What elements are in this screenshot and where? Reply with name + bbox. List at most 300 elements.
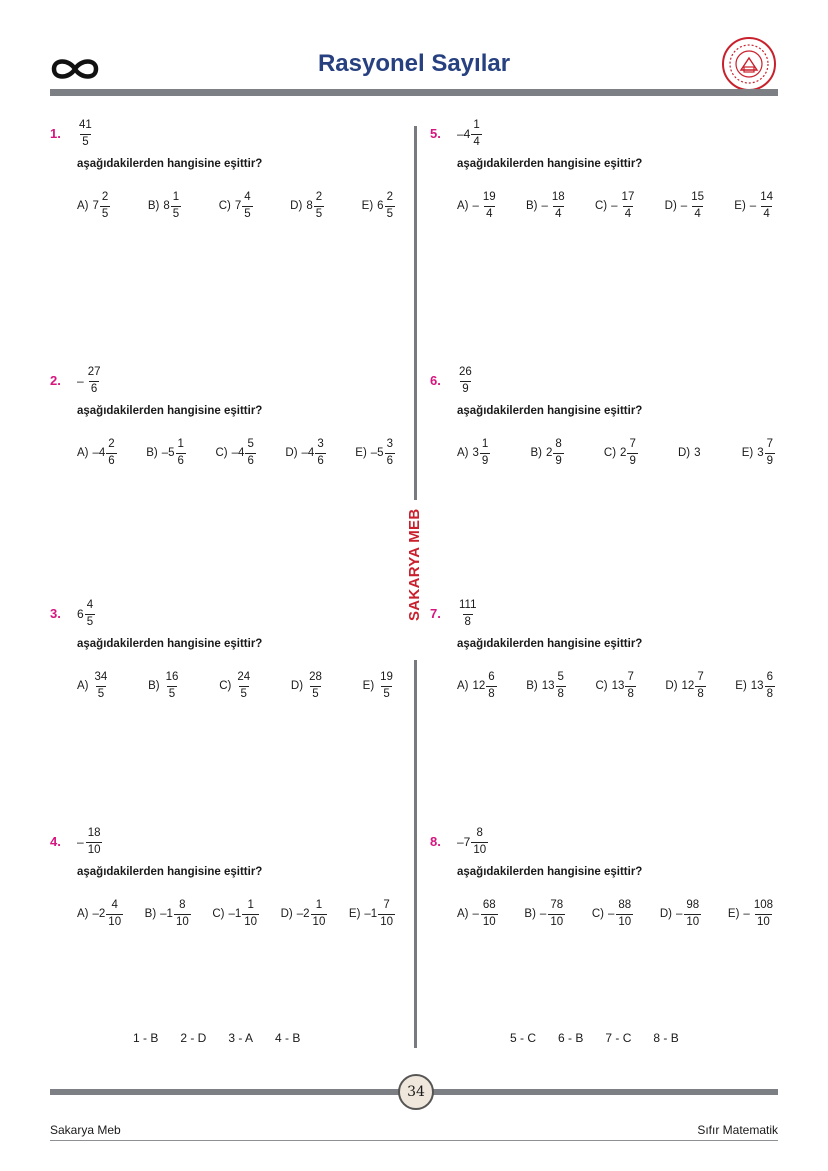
fraction <box>235 672 252 700</box>
numerator: 18 <box>87 827 101 839</box>
question-number: 1. <box>50 126 61 141</box>
fraction <box>77 120 94 148</box>
option-c[interactable] <box>219 672 252 700</box>
minus-sign: – <box>749 200 757 212</box>
option-letter: B) <box>148 680 160 692</box>
option-letter: C) <box>215 447 228 459</box>
fraction <box>553 439 563 467</box>
minus-sign: – <box>77 374 84 388</box>
answer-item: 7 - C <box>605 1031 632 1045</box>
fraction <box>627 439 637 467</box>
option-c[interactable] <box>604 439 638 467</box>
numerator: 108 <box>753 899 773 911</box>
footer-right-text: Sıfır Matematik <box>697 1123 778 1137</box>
answer-options <box>457 900 775 928</box>
fraction <box>471 828 488 856</box>
numerator: 1 <box>177 438 184 450</box>
fraction <box>556 672 566 700</box>
column-divider-bottom <box>414 660 417 1048</box>
question-prompt: aşağıdakilerden hangisine eşittir? <box>77 405 263 417</box>
denominator: 9 <box>481 454 489 467</box>
option-letter: D) <box>678 447 691 459</box>
fraction <box>765 672 775 700</box>
denominator: 5 <box>240 687 247 700</box>
denominator: 10 <box>244 915 258 928</box>
fraction <box>106 900 123 928</box>
fraction <box>86 828 103 856</box>
option-letter: A) <box>77 447 89 459</box>
denominator: 4 <box>694 207 701 220</box>
option-letter: E) <box>727 908 740 920</box>
fraction <box>752 900 775 928</box>
fraction <box>311 900 328 928</box>
option-a[interactable] <box>457 672 497 700</box>
option-b[interactable] <box>148 672 180 700</box>
denominator: 5 <box>97 687 105 700</box>
denominator: 5 <box>101 207 109 220</box>
numerator: 41 <box>79 119 92 131</box>
option-a[interactable] <box>457 900 498 928</box>
option-c[interactable] <box>216 439 256 467</box>
option-letter: B) <box>147 200 160 212</box>
fraction <box>457 367 474 395</box>
question-expression <box>77 120 94 148</box>
denominator: 10 <box>473 843 487 856</box>
fraction <box>245 439 255 467</box>
question-number: 5. <box>430 126 441 141</box>
option-d[interactable] <box>660 900 701 928</box>
numerator: 7 <box>766 438 773 450</box>
numerator: 1 <box>247 899 254 911</box>
question-expression <box>457 600 478 628</box>
denominator: 5 <box>86 615 94 628</box>
fraction <box>174 900 191 928</box>
option-b[interactable] <box>145 900 191 928</box>
fraction <box>695 672 705 700</box>
fraction <box>93 672 110 700</box>
option-letter: B) <box>524 908 536 920</box>
whole-part: –4 <box>457 127 471 141</box>
denominator: 5 <box>386 207 393 220</box>
option-letter: B) <box>526 680 538 692</box>
whole-part: –1 <box>160 908 173 920</box>
whole-part: 3 <box>472 447 479 459</box>
denominator: 5 <box>244 207 251 220</box>
answer-item: 2 - D <box>180 1031 207 1045</box>
option-letter: E) <box>362 680 375 692</box>
option-letter: C) <box>591 908 604 920</box>
option-letter: D) <box>665 680 678 692</box>
denominator: 9 <box>766 454 773 467</box>
denominator: 6 <box>90 382 98 395</box>
option-b[interactable] <box>524 900 565 928</box>
fraction <box>385 439 395 467</box>
option-e[interactable] <box>734 192 775 220</box>
denominator: 5 <box>383 687 390 700</box>
answer-options <box>457 672 775 700</box>
whole-part: 6 <box>77 607 84 621</box>
option-letter: E) <box>741 447 754 459</box>
denominator: 10 <box>618 915 632 928</box>
option-b[interactable] <box>146 439 186 467</box>
denominator: 4 <box>763 207 770 220</box>
denominator: 4 <box>473 135 480 148</box>
numerator: 88 <box>618 899 632 911</box>
option-letter: C) <box>595 680 608 692</box>
denominator: 10 <box>757 915 770 928</box>
option-b[interactable] <box>526 672 566 700</box>
denominator: 10 <box>550 915 564 928</box>
fraction <box>314 192 324 220</box>
option-e[interactable] <box>355 439 395 467</box>
answer-options <box>77 900 395 928</box>
option-e[interactable] <box>363 672 395 700</box>
option-letter: D) <box>285 447 298 459</box>
option-letter: A) <box>77 908 89 920</box>
option-letter: A) <box>457 908 469 920</box>
whole-part: 3 <box>694 447 701 459</box>
denominator: 8 <box>464 615 471 628</box>
whole-part: –2 <box>296 908 310 920</box>
option-c[interactable] <box>212 900 259 928</box>
denominator: 10 <box>380 915 393 928</box>
denominator: 8 <box>557 687 564 700</box>
answer-item: 4 - B <box>275 1031 301 1045</box>
option-letter: E) <box>361 200 374 212</box>
option-e[interactable] <box>362 192 395 220</box>
option-letter: A) <box>457 447 469 459</box>
minus-sign: – <box>607 908 615 920</box>
minus-sign: – <box>539 908 547 920</box>
numerator: 17 <box>621 191 635 203</box>
whole-part: 13 <box>541 680 555 692</box>
option-letter: C) <box>603 447 617 459</box>
numerator: 4 <box>244 191 251 203</box>
answer-key-right <box>510 1031 679 1045</box>
numerator: 1 <box>473 119 480 131</box>
fraction <box>480 439 490 467</box>
fraction <box>689 192 706 220</box>
denominator: 9 <box>629 454 636 467</box>
fraction <box>481 900 498 928</box>
denominator: 6 <box>177 454 184 467</box>
whole-part: –5 <box>370 447 384 459</box>
question-prompt: aşağıdakilerden hangisine eşittir? <box>77 158 263 170</box>
fraction <box>471 120 481 148</box>
denominator: 10 <box>87 843 101 856</box>
denominator: 10 <box>482 915 496 928</box>
numerator: 7 <box>627 671 634 683</box>
option-letter: B) <box>146 447 158 459</box>
numerator: 68 <box>482 899 496 911</box>
minus-sign: – <box>541 200 548 212</box>
minus-sign: – <box>472 200 479 212</box>
denominator: 9 <box>462 382 469 395</box>
whole-part: –4 <box>231 447 245 459</box>
numerator: 1 <box>315 899 323 911</box>
fraction <box>481 192 498 220</box>
whole-part: –2 <box>92 908 106 920</box>
fraction <box>85 600 95 628</box>
denominator: 6 <box>108 454 115 467</box>
fraction <box>378 672 395 700</box>
numerator: 4 <box>111 899 118 911</box>
denominator: 8 <box>488 687 495 700</box>
denominator: 4 <box>624 207 632 220</box>
question-expression <box>77 600 95 628</box>
denominator: 4 <box>486 207 493 220</box>
option-c[interactable] <box>219 192 253 220</box>
question-prompt: aşağıdakilerden hangisine eşittir? <box>457 638 643 650</box>
fraction <box>765 439 775 467</box>
page-number: 34 <box>398 1074 434 1110</box>
numerator: 1 <box>481 438 489 450</box>
numerator: 5 <box>247 438 254 450</box>
option-letter: A) <box>457 680 469 692</box>
fraction <box>307 672 324 700</box>
fraction <box>100 192 110 220</box>
fraction <box>616 900 633 928</box>
option-letter: E) <box>355 447 367 459</box>
answer-item: 1 - B <box>133 1031 159 1045</box>
option-c[interactable] <box>595 192 636 220</box>
option-letter: D) <box>664 200 677 212</box>
denominator: 6 <box>386 454 393 467</box>
denominator: 10 <box>312 915 326 928</box>
whole-part: 12 <box>472 680 486 692</box>
numerator: 28 <box>309 671 322 683</box>
question-prompt: aşağıdakilerden hangisine eşittir? <box>457 866 643 878</box>
option-c[interactable] <box>596 672 636 700</box>
option-b[interactable] <box>148 192 181 220</box>
denominator: 5 <box>312 687 319 700</box>
option-letter: D) <box>290 680 304 692</box>
numerator: 111 <box>459 599 477 611</box>
whole-part: 12 <box>681 680 695 692</box>
option-d[interactable] <box>665 672 705 700</box>
option-letter: C) <box>595 200 608 212</box>
numerator: 16 <box>165 671 179 683</box>
numerator: 24 <box>237 671 251 683</box>
option-e[interactable] <box>735 672 775 700</box>
fraction <box>550 192 567 220</box>
numerator: 19 <box>380 671 393 683</box>
column-divider-top <box>414 126 417 500</box>
question-number: 4. <box>50 834 61 849</box>
option-letter: A) <box>77 200 89 212</box>
whole-part: –4 <box>301 447 315 459</box>
whole-part: 6 <box>377 200 384 212</box>
numerator: 6 <box>766 671 773 683</box>
fraction <box>176 439 186 467</box>
answer-options <box>77 439 395 467</box>
question-prompt: aşağıdakilerden hangisine eşittir? <box>457 405 643 417</box>
denominator: 8 <box>627 687 634 700</box>
option-e[interactable] <box>742 439 775 467</box>
option-d[interactable] <box>291 672 324 700</box>
option-letter: B) <box>530 447 542 459</box>
question-number: 6. <box>430 373 441 388</box>
option-letter: B) <box>144 908 157 920</box>
option-letter: D) <box>280 908 293 920</box>
whole-part: 13 <box>750 680 764 692</box>
answer-options <box>457 439 775 467</box>
fraction <box>486 672 496 700</box>
minus-sign: – <box>77 835 84 849</box>
whole-part: –5 <box>161 447 175 459</box>
option-letter: A) <box>77 680 89 692</box>
denominator: 10 <box>686 915 700 928</box>
answer-item: 6 - B <box>558 1031 584 1045</box>
numerator: 3 <box>317 438 324 450</box>
question-number: 7. <box>430 606 441 621</box>
option-letter: D) <box>290 200 303 212</box>
numerator: 2 <box>101 191 109 203</box>
numerator: 27 <box>87 366 101 378</box>
numerator: 19 <box>482 191 496 203</box>
whole-part: –1 <box>228 908 242 920</box>
numerator: 3 <box>386 438 393 450</box>
whole-part: –1 <box>364 908 378 920</box>
numerator: 26 <box>459 366 472 378</box>
minus-sign: – <box>472 908 479 920</box>
numerator: 34 <box>94 671 108 683</box>
question-number: 8. <box>430 834 441 849</box>
option-letter: C) <box>218 200 231 212</box>
footer-underline <box>50 1140 778 1141</box>
numerator: 6 <box>488 671 495 683</box>
option-letter: E) <box>348 908 361 920</box>
fraction <box>315 439 325 467</box>
numerator: 5 <box>557 671 564 683</box>
question-expression <box>457 120 482 148</box>
option-a[interactable] <box>77 672 109 700</box>
minus-sign: – <box>743 908 750 920</box>
option-a[interactable] <box>77 900 123 928</box>
question-number: 3. <box>50 606 61 621</box>
denominator: 10 <box>175 915 189 928</box>
footer-left-text: Sakarya Meb <box>50 1123 121 1137</box>
minus-sign: – <box>676 908 683 920</box>
option-e[interactable] <box>728 900 775 928</box>
option-d[interactable] <box>290 192 324 220</box>
question-prompt: aşağıdakilerden hangisine eşittir? <box>77 638 263 650</box>
option-d[interactable] <box>285 439 325 467</box>
answer-key-left <box>133 1031 300 1045</box>
fraction <box>164 672 181 700</box>
fraction <box>684 900 701 928</box>
numerator: 98 <box>686 899 700 911</box>
fraction <box>242 900 259 928</box>
side-label: SAKARYA MEB <box>406 508 423 621</box>
numerator: 2 <box>108 438 115 450</box>
numerator: 2 <box>315 191 323 203</box>
denominator: 8 <box>766 687 773 700</box>
fraction <box>625 672 635 700</box>
whole-part: 2 <box>620 447 627 459</box>
fraction <box>86 367 103 395</box>
whole-part: 8 <box>163 200 170 212</box>
question-number: 2. <box>50 373 61 388</box>
minus-sign: – <box>680 200 688 212</box>
answer-item: 5 - C <box>510 1031 537 1045</box>
option-letter: A) <box>457 200 469 212</box>
ministry-seal-icon <box>721 36 777 92</box>
option-c[interactable] <box>592 900 633 928</box>
whole-part: –4 <box>92 447 106 459</box>
denominator: 10 <box>108 915 122 928</box>
numerator: 8 <box>555 438 562 450</box>
option-d[interactable] <box>678 447 702 459</box>
answer-options <box>77 672 395 700</box>
whole-part: 13 <box>611 680 625 692</box>
fraction <box>378 900 395 928</box>
denominator: 6 <box>247 454 254 467</box>
option-a[interactable] <box>457 192 498 220</box>
denominator: 6 <box>317 454 324 467</box>
option-d[interactable] <box>281 900 328 928</box>
numerator: 78 <box>550 899 564 911</box>
option-a[interactable] <box>77 439 117 467</box>
denominator: 5 <box>82 135 89 148</box>
header-divider <box>50 89 778 96</box>
answer-item: 3 - A <box>228 1031 254 1045</box>
option-a[interactable] <box>457 439 490 467</box>
whole-part: 3 <box>757 447 764 459</box>
numerator: 8 <box>476 827 483 839</box>
question-expression <box>457 828 488 856</box>
denominator: 9 <box>555 454 562 467</box>
question-expression <box>457 367 474 395</box>
denominator: 8 <box>697 687 704 700</box>
minus-sign: – <box>611 200 618 212</box>
question-prompt: aşağıdakilerden hangisine eşittir? <box>457 158 643 170</box>
denominator: 5 <box>172 207 180 220</box>
fraction <box>620 192 637 220</box>
whole-part: 7 <box>234 200 242 212</box>
numerator: 1 <box>172 191 180 203</box>
numerator: 7 <box>697 671 704 683</box>
question-expression <box>77 367 102 395</box>
option-letter: B) <box>526 200 538 212</box>
fraction <box>385 192 395 220</box>
numerator: 7 <box>383 899 390 911</box>
fraction <box>106 439 116 467</box>
option-b[interactable] <box>526 192 567 220</box>
whole-part: –7 <box>457 835 471 849</box>
numerator: 18 <box>551 191 565 203</box>
option-letter: C) <box>212 908 225 920</box>
fraction <box>758 192 775 220</box>
option-letter: D) <box>659 908 672 920</box>
whole-part: 8 <box>306 200 313 212</box>
whole-part: 2 <box>545 447 553 459</box>
option-d[interactable] <box>665 192 706 220</box>
option-b[interactable] <box>530 439 563 467</box>
fraction <box>171 192 181 220</box>
fraction <box>457 600 478 628</box>
option-e[interactable] <box>349 900 395 928</box>
option-a[interactable] <box>77 192 110 220</box>
question-prompt: aşağıdakilerden hangisine eşittir? <box>77 866 263 878</box>
fraction <box>242 192 252 220</box>
fraction <box>548 900 565 928</box>
denominator: 4 <box>555 207 562 220</box>
question-expression <box>77 828 102 856</box>
answer-options <box>77 192 395 220</box>
answer-options <box>457 192 775 220</box>
numerator: 2 <box>386 191 393 203</box>
